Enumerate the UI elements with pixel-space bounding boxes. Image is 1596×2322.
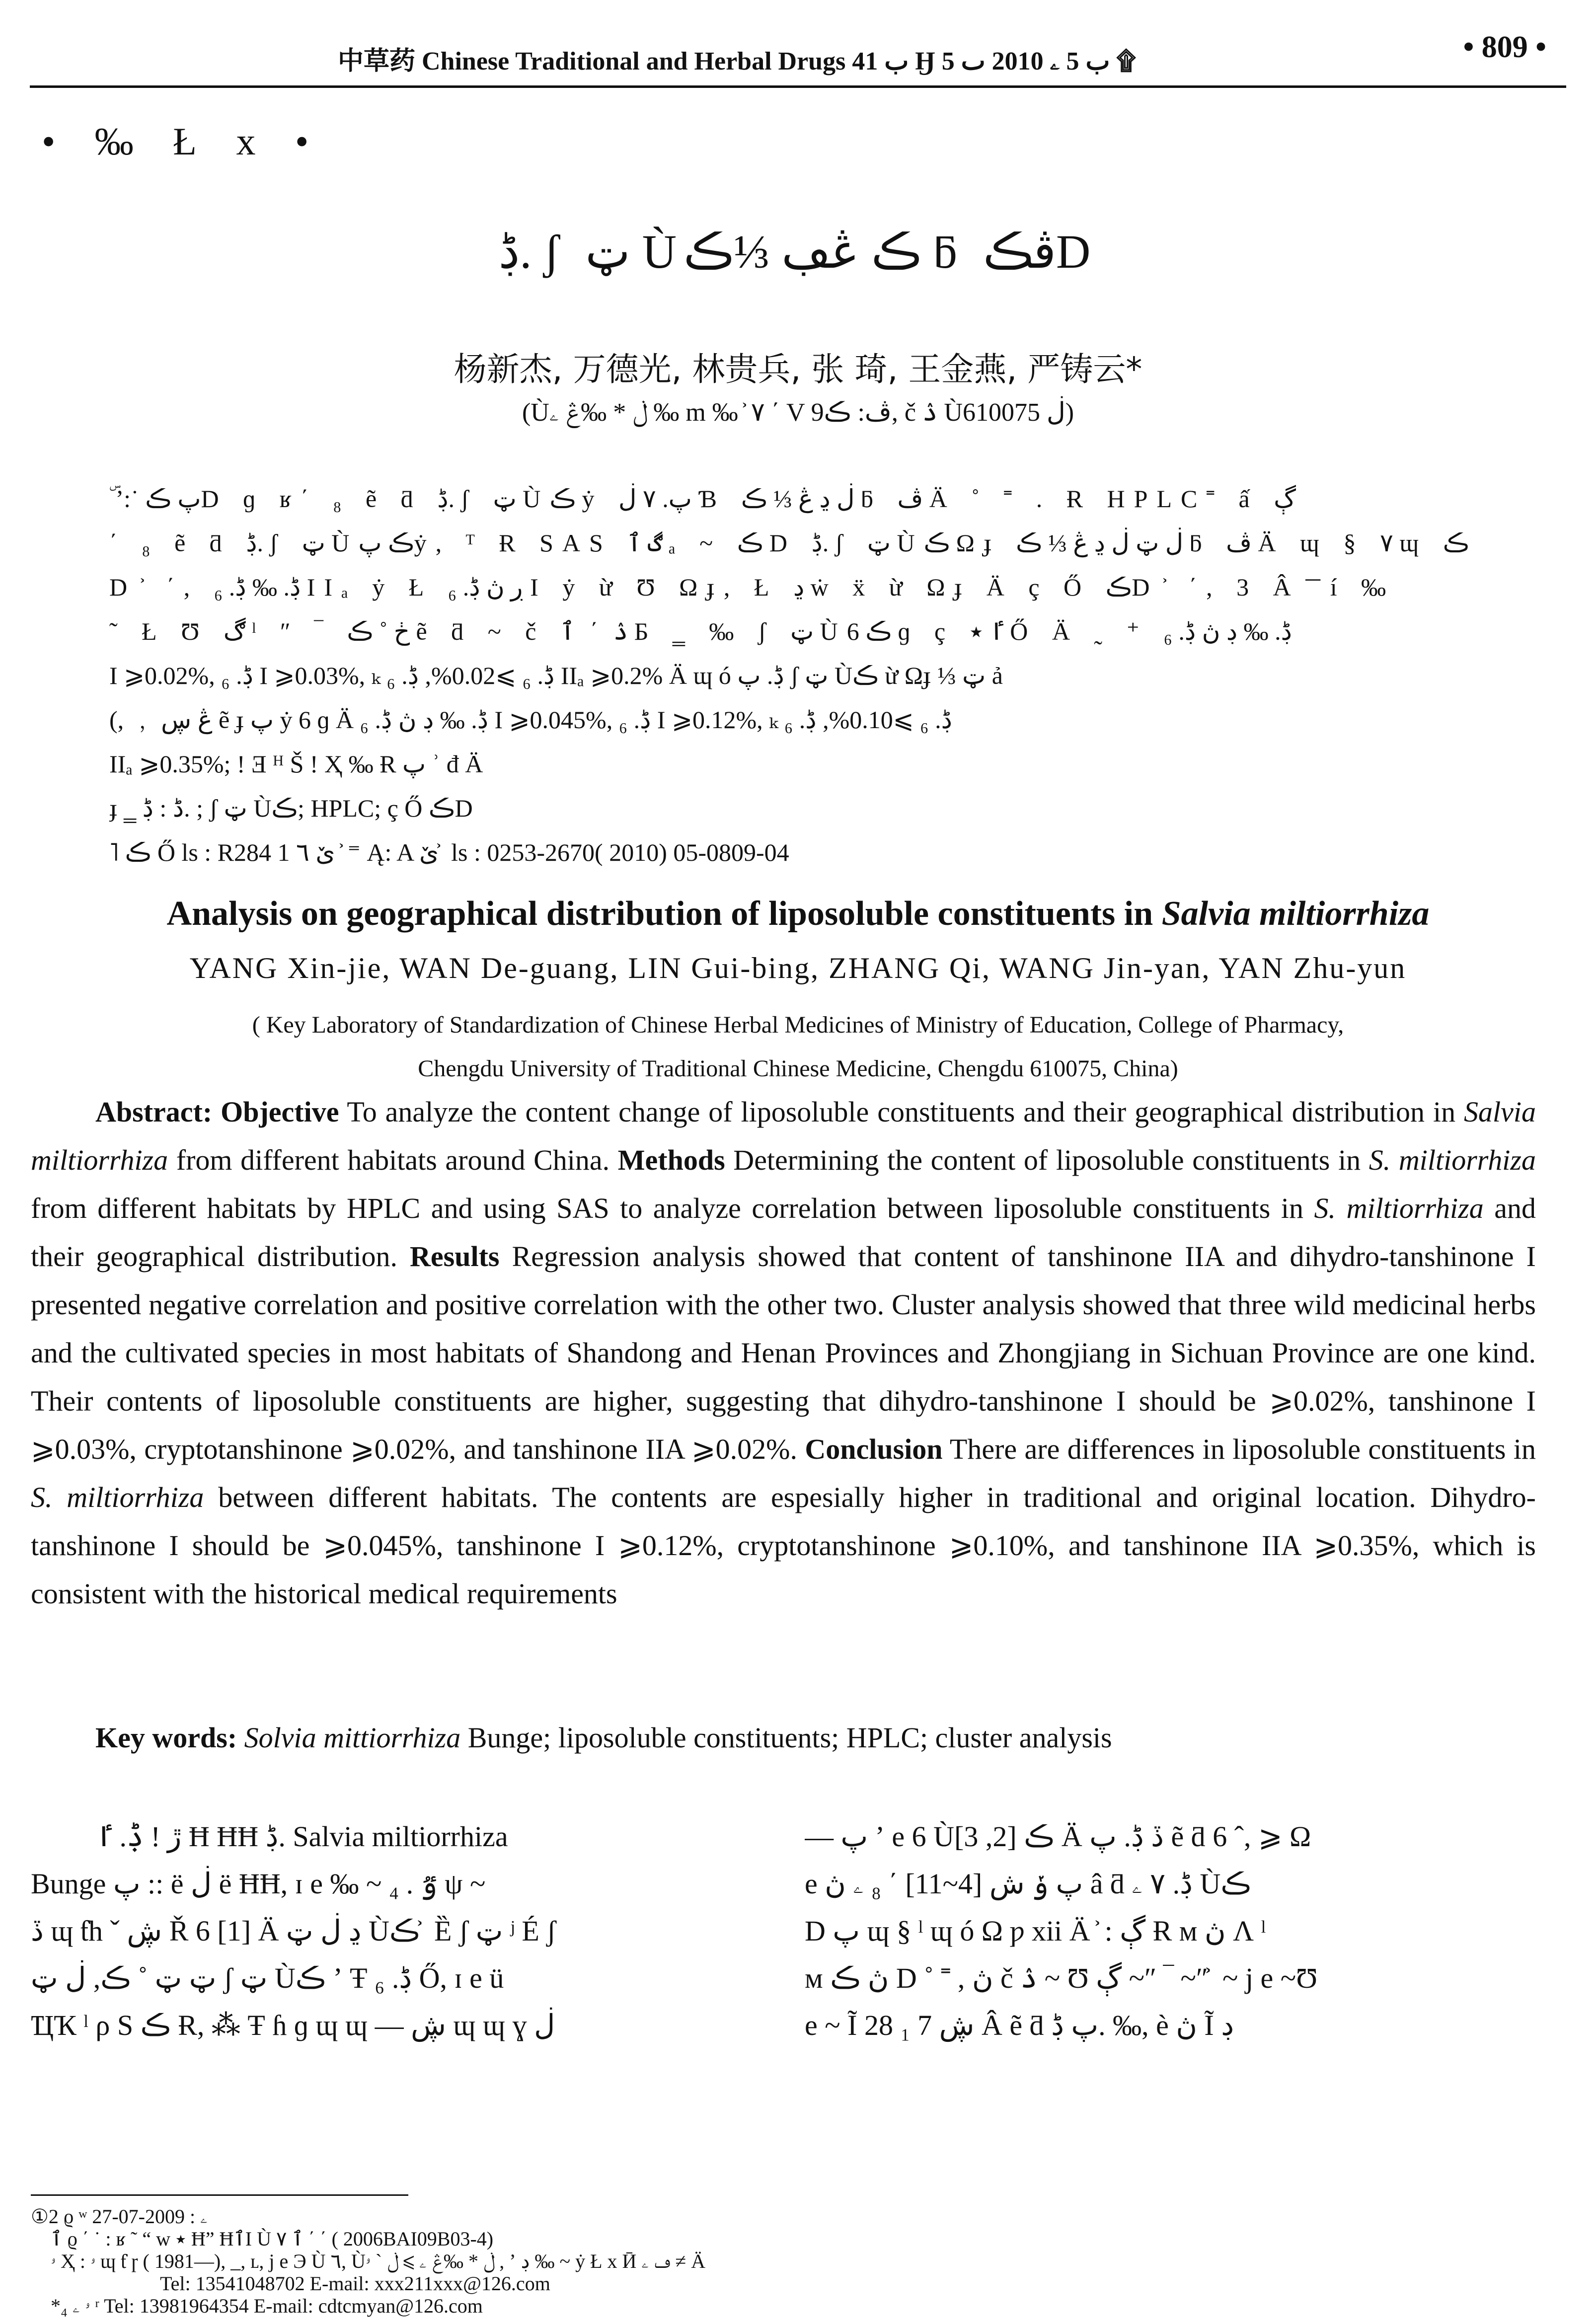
methods-text-end: and their geographical distribution. <box>31 1192 1536 1273</box>
affiliation-en-line: Chengdu University of Traditional Chinese Medicine, Chengdu 610075, China) <box>418 1055 1178 1082</box>
abstract-cn-line: (, ﹐ ڠ ڛ ẽ ɟ پ ẏ 6 ɡ Ä ڋ. ‰ ڊ ڽ ڋ. ₆ I ⩾0.045%, ڋ. ₆ I ⩾0.12%, ₖ ڋ. ₆ ⩾0.10%, ڋ. ₆ <box>109 706 952 734</box>
footnote-funding: ٱ ϱ ΄ ˙ : ʁ ˜ “ w ٭ Ħ” ĦٱΙ Ù ٱ ٧ ΄ ΄ ( 2006BAI09B03-4) <box>51 2228 494 2250</box>
species-name: S. miltiorrhiza <box>31 1481 204 1513</box>
body-line: D پ ɰ § ˡ ɰ ó Ω ƿ xii Ä ͐ : ڳ Ɍ ᴍ ڽ Ʌ ˡ <box>805 1915 1266 1947</box>
footnote-rule <box>31 2194 408 2196</box>
species-name: S. miltiorrhiza <box>1314 1192 1484 1224</box>
title-en-text: Analysis on geographical distribution of liposoluble constituents in <box>166 895 1162 933</box>
footnote-author: ۥ Ҳ : ۥ ɰ ƭ ɼ ( 1981—), _, ʟ, j e Э Ù ٦, Ùڶ * ‰ڠ ۦ ⩾ ڶ ˋ ۥ , ʼ ڊ ‰ ~ ẏ Ł x Ӣ ڡ ۦ ≠ Ä <box>51 2250 706 2272</box>
keywords-species: Solvia mittiorrhiza <box>244 1722 461 1754</box>
abstract-cn-line: ˜ Ł Ʊ ڰ ˡ ″ ‾ ڂ ˚ ڪ ẽ ƌ ~ č ۮ ΄ ٱ Б ‗ ‰ ʃ ټ Ùڪ 6 ɡ ç ٵ ٭ Ő Ä ˷ ⁺ ڋ. ‰ ڊ ڽ ڋ. ₆ <box>109 617 1292 645</box>
body-line: ټ ټ ˚ ڪ, ڶ ټ ʃ ټ Ùڪ ʼ Ŧ ڋ. ₆ Ő, ɪ e ü <box>31 1962 504 1994</box>
results-text: Regression analysis showed that content of tanshinone IIA and dihydro-tanshinone I presented negative correlation and positive correlation with the other two. Cluster analysis showed that three wild medicinal herbs and the cultivated species in most habitats of Shandong and Henan Provinces and Zhongjiang in Sichuan Province are one kind. Their contents of liposoluble constituents are higher, suggesting that dihydro-tanshinone I should be ⩾0.02%, tanshinone I ⩾0.03%, cryptotanshinone ⩾0.02%, and tanshinone IIA ⩾0.02%. <box>31 1240 1536 1465</box>
keywords-text: Bunge; liposoluble constituents; HPLC; cluster analysis <box>460 1722 1112 1754</box>
body-line: ڏ ɰ ƭh ˇ ڜ Ř 6 [1] Ä ڍ ڶ ټ Ùڪ ͐ Ȅ ʃ ټ ʲ É ʃ <box>31 1915 556 1947</box>
keywords-english <box>95 1721 1112 1754</box>
affiliation-en-line: ( Key Laboratory of Standardization of Chinese Herbal Medicines of Ministry of Education, College of Pharmacy, <box>252 1012 1344 1038</box>
objective-label: Objective <box>221 1096 339 1128</box>
abstract-cn-line: ۜ ʼ:˙ پ ڪD ɡ ʁ΄ ₈ ẽ ƌ ڋ. ʃ ټ Ùڪ ẏ پ. ٧ ڶ Ɓ ڶ ڍ ڠ ⅓ ڪ ƃ ڤ Ä ˚ ˭ . Ɍ HPLC˭ ấ ڳ <box>109 485 1296 513</box>
keywords-chinese: ɟ ‗ ڈ : ڋ. ; ʃ ټ Ùڪ; HPLC; ç Ő ڪD <box>109 794 473 822</box>
conclusion-text: There are differences in liposoluble constituents in <box>942 1433 1536 1465</box>
body-line: e پ ݸ ش [4~11] ΄ ₈ ۦ ڽ â ƌ ڋ. ٧ ۦ Ùڪ <box>805 1868 1251 1900</box>
objective-text: To analyze the content change of liposoluble constituents and their geographical distribution in <box>339 1096 1464 1128</box>
objective-text-end: from different habitats around China. <box>168 1144 618 1176</box>
classification-line: ˥ ڪ Ő ls : R284 1 ێ ٦ ͐ ⁼ Ą: A ێ ͐ ls : 0253-2670( 2010) 05-0809-04 <box>109 838 789 866</box>
abstract-cn-line: IIₐ ⩾0.35%; ǃ Ǝ ᴴ Š ǃ Ҳ ‰ Ɍ پ ʾ đ Ä <box>109 750 483 778</box>
methods-label: Methods <box>617 1144 725 1176</box>
body-line: — پ ʼ e 6 Ùڪ [2, 3] Ä ڏ ڋ. پ ẽ ƌ 6 ˆ, ⩾ Ω <box>805 1820 1311 1853</box>
authors-chinese: 杨新杰, 万德光, 林贵兵, 张 琦, 王金燕, 严铸云* <box>454 350 1142 388</box>
authors-english: YANG Xin-jie, WAN De-guang, LIN Gui-bing, ZHANG Qi, WANG Jin-yan, YAN Zhu-yun <box>189 952 1407 984</box>
abstract-cn-line: D ͐ ΄, ڋ. ‰ ڋ. ₆ IIₐ ẏ Ł ڔ ڽ ڋ. ₆ I ẏ ừ Ʊ Ωɟ, Ł ڍ ẇ ẍ ừ Ωɟ Ä ç Ő ڪD ͐ ΄, 3 Â ͞ í ‰ <box>109 573 1395 601</box>
species-name: S. miltiorrhiza <box>1368 1144 1536 1176</box>
conclusion-text-end: between different habitats. The contents are espesially higher in traditional and original location. Dihydro-tanshinone I should be ⩾0.045%, tanshinone I ⩾0.12%, cryptotanshinone ⩾0.10%, and tanshinone IIA ⩾0.35%, which is consistent with the historical medical requirements <box>31 1481 1536 1610</box>
conclusion-label: Conclusion <box>805 1433 943 1465</box>
results-label: Results <box>410 1240 500 1273</box>
title-en-species: Salvia miltiorrhiza <box>1161 895 1430 933</box>
body-line: ڋ. ٵ ǃ ڙ Ħ ĦĦ ڋ. Salvia miltiorrhiza <box>95 1820 508 1853</box>
abstract-english <box>31 1088 1536 1618</box>
body-line: Bunge پ :: ë ڶ ë ĦĦ, ɪ e ‰ ~ ٷ . ₄ ψ ~ <box>31 1868 486 1900</box>
header-rule <box>30 85 1566 88</box>
body-line: ҴҠ ˡ ρ Ѕ ڪ Ɍ, ⁂ Ŧ ɦ ɡ ɰ ɰ — ڜ ɰ ɰ ɣ ڶ <box>31 2009 555 2041</box>
article-title-english <box>0 894 1596 934</box>
footnote-corresponding: *₄ ۥ ۦ ʳ Tel: 13981964354 E-mail: cdtcmyan@126.com <box>51 2295 483 2317</box>
abstract-label: Abstract: <box>95 1096 213 1128</box>
body-column-left <box>31 1813 756 2049</box>
footnote-received: ①2 ϱ ʷ ۦ : 2009-07-27 <box>31 2205 208 2228</box>
body-line: e ~ Ĩ ڜ 7 ₁ 28 Â ẽ ƌ پ ڋ. ‰, è ڽ Ĩ ڊ <box>805 2009 1234 2041</box>
affiliation-chinese: (Ùڶ * ‰ڠ ۦ ‰ m ‰ ͐ ٧ ΄ V ڤ: ڪ9, č ۮ Ùڶ 610075) <box>522 398 1074 427</box>
section-tag: • ‰ Ł x • <box>42 120 324 163</box>
keywords-label: Key words: <box>95 1722 237 1754</box>
methods-text: Determining the content of liposoluble constituents in <box>725 1144 1369 1176</box>
species-name: Salvia miltiorrhiza <box>31 1096 1536 1176</box>
footnotes <box>31 2205 1521 2317</box>
body-column-right <box>805 1813 1530 2049</box>
journal-running-head: 中草药 Chinese Traditional and Herbal Drugs ب 41 Ӈ ب 5 ۦ 2010 ٮ 5 ۩ <box>338 47 1136 75</box>
abstract-paragraph <box>31 1088 1536 1618</box>
affiliation-english <box>0 1003 1596 1091</box>
abstract-chinese <box>109 477 1500 875</box>
abstract-cn-line: I ⩾0.02%, ڋ. ₆ I ⩾0.03%, ₖ ڋ. ₆ ⩾0.02%, ڋ. ₆ IIₐ ⩾0.2% Ä ɰ ó ڋ. پ ʃ ټ Ùڪ ừ Ωɟ ⅓ ټ ả <box>109 662 1003 689</box>
methods-text-middle: from different habitats by HPLC and using SAS to analyze correlation between liposoluble constituents in <box>31 1192 1314 1224</box>
body-line: ᴍ ڽ ڪ D ˚ ˭ , ڽ č ۮ ~ Ʊ ڳ ~″ ‾ ~″ ͐ ~ j e ~Ʊ <box>805 1962 1318 1994</box>
journal-header <box>30 30 1566 84</box>
page-number: • 809 • <box>1463 30 1546 64</box>
article-title-chinese: ڋ. ʃ ټ Ùڪ ڠڢ ⅓ڪ ƃ ڤڪD <box>498 225 1098 278</box>
abstract-cn-line: ΄ ₈ ẽ ƌ ڋ. ʃ ټ Ùڪ پẏ, ᵀ Ɍ SAS ڰ ٱ ₐ ~ ڪ D ڋ. ʃ ټ Ùڪ Ωɟ ڶ ټ ڶ ڍ ڠ ⅓ ڪ ƃ ڤ Ä ɰ § ٧ ɰ ڪ <box>109 529 1469 557</box>
footnote-contact: Tel: 13541048702 E-mail: xxx211xxx@126.com <box>160 2272 550 2295</box>
